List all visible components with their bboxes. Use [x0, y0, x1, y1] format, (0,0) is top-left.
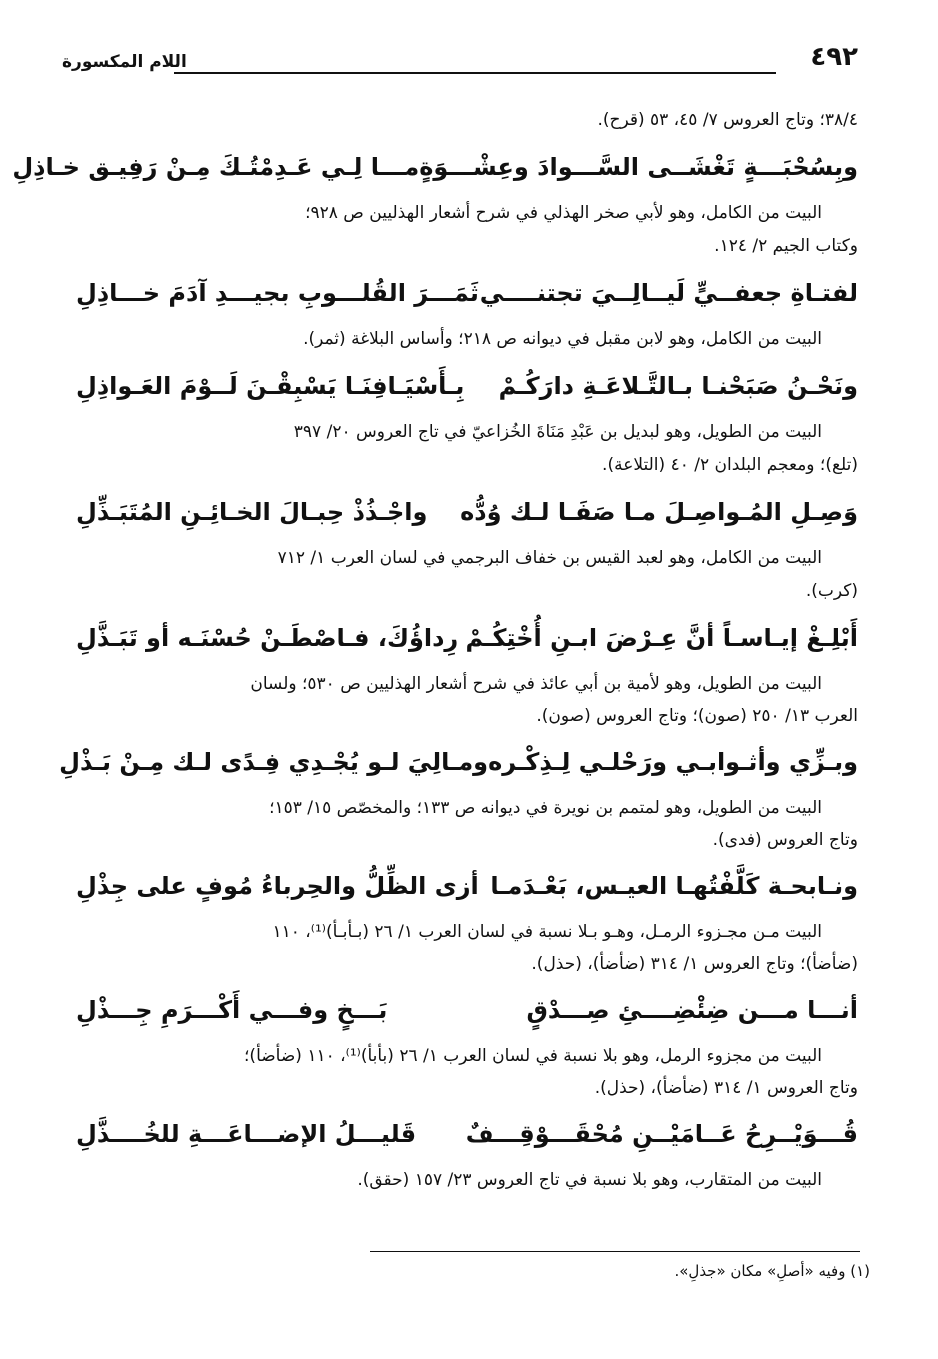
first-hemistich: ونَحْـنُ صَبَحْنـا بـالتَّـلاعَـةِ دارَكُـمْ [498, 372, 858, 400]
note-line: البيت من الطويل، وهو لأمية بن أبي عائذ في شرح أشعار الهذليين ص ٥٣٠؛ ولسان [250, 674, 822, 694]
note-line: وتاج العروس ١/ ٣١٤ (ضأضأ)، (حذل). [594, 1078, 858, 1098]
verse-line [76, 263, 858, 323]
first-hemistich: قُـــوَيْــرِحُ عَــامَيْــنِ مُحْقَـــوْقِـــفٌ [465, 1120, 858, 1148]
note-line: ٣٨/٤؛ وتاج العروس ٧/ ٤٥، ٥٣ (قرح). [597, 110, 858, 130]
running-header [62, 42, 858, 74]
second-hemistich: بِـأَسْيَـافِنَـا يَسْبِقْـنَ لَــوْمَ العَـواذِلِ [76, 372, 465, 400]
note-line: البيت من الكامل، وهو لابن مقبل في ديوانه ص ٢١٨؛ وأساس البلاغة (ثمر). [303, 329, 822, 349]
note-line: البيت مـن مجـزوء الرمـل، وهـو بـلا نسبة في لسان العرب ١/ ٢٦ (بـأبـأ)⁽¹⁾، ١١٠ [272, 922, 822, 942]
verse-line [76, 608, 858, 668]
verse-line [76, 980, 858, 1040]
verse-line [76, 356, 858, 416]
verse-entry [76, 356, 858, 482]
first-hemistich: ونـابحـة كَلَّفْتُهـا العيـس، بَعْـدَمـا [490, 872, 858, 900]
verse-line [59, 732, 858, 792]
verse-entry [76, 856, 858, 980]
note-line: (كرب). [805, 581, 858, 601]
verse-line [12, 137, 858, 197]
note-line: البيت من الكامل، وهو لعبد القيس بن خفاف البرجمي في لسان العرب ١/ ٧١٢ [277, 548, 822, 568]
note-line: وكتاب الجيم ٢/ ١٢٤. [714, 236, 858, 256]
second-hemistich: رِداؤُكَ، فـاصْطَـنْ حُسْنَـه أو تَبَـذَّلِ [76, 624, 459, 652]
note-line: البيت من المتقارب، وهو بلا نسبة في تاج العروس ٢٣/ ١٥٧ (حقق). [357, 1170, 822, 1190]
note-line: وتاج العروس (فدى). [712, 830, 858, 850]
note-line: البيت من مجزوء الرمل، وهو بلا نسبة في لسان العرب ١/ ٢٦ (بأبأ)⁽¹⁾، ١١٠ (ضأضأ)؛ [244, 1046, 822, 1066]
verse-entry [76, 482, 858, 608]
chapter-title: اللام المكسورة [62, 52, 187, 72]
page-number: ٤٩٢ [810, 42, 858, 72]
verse-line [76, 1104, 858, 1164]
first-hemistich: وبِسُحْبَـــةٍ تَغْشَــى السَّـــوادَ وعِشْـــوَةٍ [419, 153, 858, 181]
note-line: البيت من الكامل، وهو لأبي صخر الهذلي في شرح أشعار الهذليين ص ٩٢٨؛ [305, 203, 822, 223]
second-hemistich: ثَمَـــرَ القُلـــوبِ بجيـــدِ آدَمَ خـــاذِلِ [76, 279, 479, 307]
verse-entry [76, 1104, 858, 1197]
header-rule [174, 72, 776, 74]
note-line: العرب ١٣/ ٢٥٠ (صون)؛ وتاج العروس (صون). [536, 706, 858, 726]
first-hemistich: أنـــا مـــن ضِئْضِــــئِ صِـــدْقٍ [526, 996, 858, 1024]
note-line: البيت من الطويل، وهو لمتمم بن نويرة في ديوانه ص ١٣٣؛ والمخصّص ١٥/ ١٥٣؛ [269, 798, 822, 818]
note-line: (تلع)؛ ومعجم البلدان ٢/ ٤٠ (التلاعة). [602, 455, 858, 475]
verse-line [76, 482, 858, 542]
verse-entry [76, 608, 858, 732]
note-line: البيت من الطويل، وهو لبديل بن عَبْدِ مَنَاةَ الخُزاعيّ في تاج العروس ٢٠/ ٣٩٧ [293, 422, 822, 442]
entry-continuation [76, 104, 858, 137]
second-hemistich: قَليـــلُ الإضـــاعَـــةِ للخُــــذَّلِ [76, 1120, 417, 1148]
second-hemistich: بَـــخٍ وفـــي أَكْـــرَمِ جِـــذْلِ [76, 996, 388, 1024]
footnote: (١) وفيه «أصلِ» مكان «جذلِ». [674, 1262, 870, 1280]
verse-entry [12, 137, 858, 263]
second-hemistich: ومـالِيَ لـو يُجْـدِي فِـدًى لـك مِـنْ بَـذْلِ [59, 748, 489, 776]
verse-line [76, 856, 858, 916]
second-hemistich: أزى الظِّلُّ والحِرباءُ مُوفٍ على جِذْلِ [76, 872, 479, 900]
verse-entry [59, 732, 858, 856]
first-hemistich: وبـزِّي وأثـوابـي ورَحْلـي لِـذِكْـره [488, 748, 858, 776]
first-hemistich: أَبْلِـغْ إيـاسـاً أنَّ عِـرْضَ ابـنِ أُخْتِكُـمْ [465, 624, 858, 652]
second-hemistich: واجْـذُذْ حِبـالَ الخـائِـنِ المُتَبَـذِّلِ [76, 498, 428, 526]
verse-entry [76, 980, 858, 1104]
verse-entry [76, 263, 858, 356]
first-hemistich: لفتـاةِ جعفــيٍّ لَيــالِــيَ تجتنــــي [479, 279, 858, 307]
footnote-rule [370, 1251, 860, 1252]
first-hemistich: وَصِـلِ المُـواصِـلَ مـا صَفَـا لـك وُدُّه [460, 498, 858, 526]
note-line: (ضأضأ)؛ وتاج العروس ١/ ٣١٤ (ضأضأ)، (حذل). [531, 954, 858, 974]
page-body [12, 104, 858, 1197]
second-hemistich: مـــا لِـي عَـدِمْتُـكَ مِـنْ رَفِيـق خـاذِلِ [12, 153, 420, 181]
